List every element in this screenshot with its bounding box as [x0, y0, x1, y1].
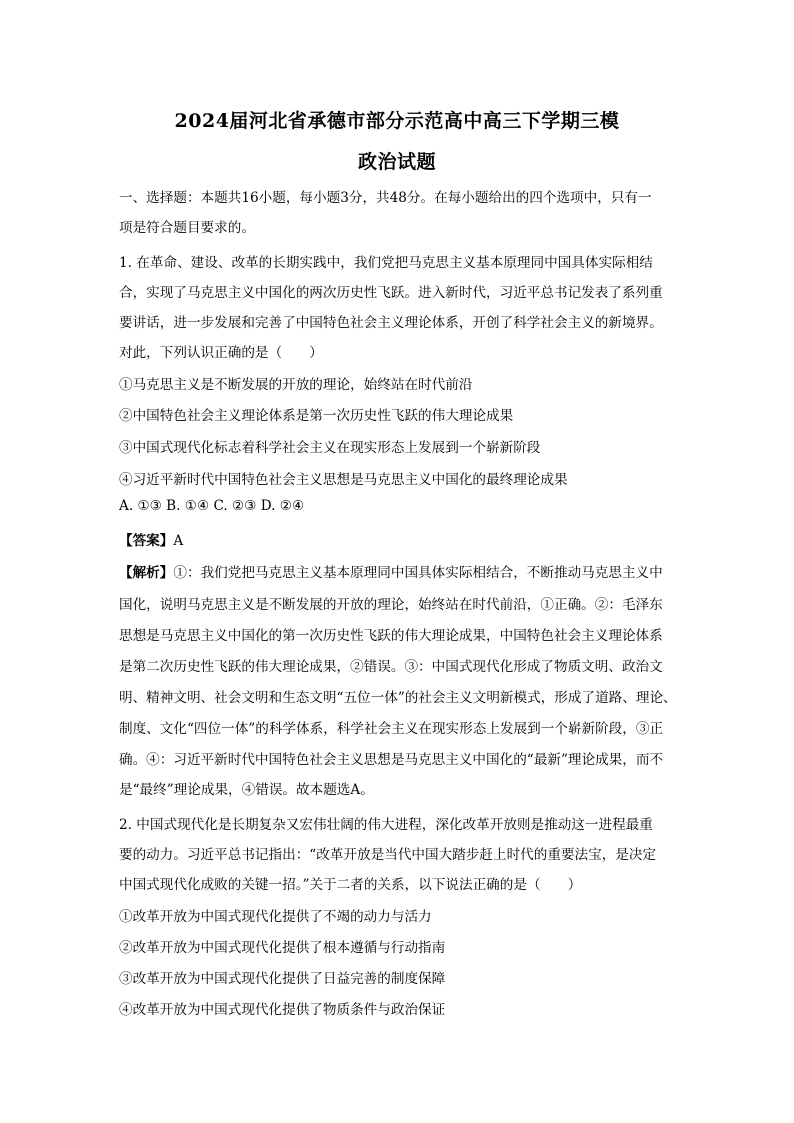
question-1-analysis-line: 国化，说明马克思主义是不断发展的开放的理论，始终站在时代前沿，①正确。②：毛泽东 — [119, 597, 663, 613]
question-1-statement: ④习近平新时代中国特色社会主义思想是马克思主义中国化的最终理论成果 — [119, 472, 568, 488]
analysis-label: 【解析】 — [119, 565, 174, 581]
document-subtitle: 政治试题 — [357, 151, 436, 173]
question-1-answer — [119, 529, 183, 549]
answer-value: A — [173, 533, 184, 549]
question-2-stem-line: 中国式现代化成败的关键一招。”关于二者的关系，以下说法正确的是（ ） — [119, 877, 582, 893]
question-1-options: A. ①③ B. ①④ C. ②③ D. ②④ — [119, 498, 305, 514]
question-1-analysis-line: 思想是马克思主义中国化的第一次历史性飞跃的伟大理论成果，中国特色社会主义理论体系 — [119, 628, 663, 644]
question-1-analysis-line: 是第二次历史性飞跃的伟大理论成果，②错误。③：中国式现代化形成了物质文明、政治文 — [119, 659, 663, 675]
analysis-text: ①：我们党把马克思主义基本原理同中国具体实际相结合，不断推动马克思主义中 — [173, 565, 663, 581]
document-title: 2024届河北省承德市部分示范高中高三下学期三模 — [174, 110, 620, 132]
question-1-analysis-line: 确。④：习近平新时代中国特色社会主义思想是马克思主义中国化的“最新”理论成果，而不 — [119, 752, 664, 768]
question-2-stem-line: 2. 中国式现代化是长期复杂又宏伟壮阔的伟大进程，深化改革开放则是推动这一进程最重 — [119, 817, 653, 833]
question-1-statement: ③中国式现代化标志着科学社会主义在现实形态上发展到一个崭新阶段 — [119, 440, 541, 456]
section-instructions-line: 一、选择题：本题共16小题，每小题3分，共48分。在每小题给出的四个选项中，只有一 — [119, 190, 652, 206]
section-instructions-line: 项是符合题目要求的。 — [119, 220, 255, 236]
question-1-stem-line: 要讲话，进一步发展和完善了中国特色社会主义理论体系，开创了科学社会主义的新境界。 — [119, 315, 663, 331]
question-1-analysis-line: 明、精神文明、社会文明和生态文明“五位一体”的社会主义文明新模式，形成了道路、理论、 — [119, 690, 677, 706]
question-1-analysis-line — [119, 561, 663, 581]
question-1-analysis-line: 制度、文化“四位一体”的科学体系，科学社会主义在现实形态上发展到一个崭新阶段，③正 — [119, 721, 664, 737]
question-2-statement: ④改革开放为中国式现代化提供了物质条件与政治保证 — [119, 1002, 446, 1018]
question-1-statement: ①马克思主义是不断发展的开放的理论，始终站在时代前沿 — [119, 377, 473, 393]
answer-label: 【答案】 — [119, 533, 174, 549]
question-1-analysis-line: 是“最终”理论成果，④错误。故本题选A。 — [119, 782, 374, 798]
question-1-stem-line: 对此，下列认识正确的是（ ） — [119, 345, 323, 361]
question-2-statement: ②改革开放为中国式现代化提供了根本遵循与行动指南 — [119, 940, 446, 956]
question-1-stem-line: 1. 在革命、建设、改革的长期实践中，我们党把马克思主义基本原理同中国具体实际相结 — [119, 255, 653, 271]
question-2-statement: ③改革开放为中国式现代化提供了日益完善的制度保障 — [119, 971, 446, 987]
question-1-stem-line: 合，实现了马克思主义中国化的两次历史性飞跃。进入新时代，习近平总书记发表了系列重 — [119, 285, 663, 301]
question-2-statement: ①改革开放为中国式现代化提供了不竭的动力与活力 — [119, 909, 432, 925]
question-1-statement: ②中国特色社会主义理论体系是第一次历史性飞跃的伟大理论成果 — [119, 408, 514, 424]
question-2-stem-line: 要的动力。习近平总书记指出：“改革开放是当代中国大踏步赶上时代的重要法宝，是决定 — [119, 847, 657, 863]
